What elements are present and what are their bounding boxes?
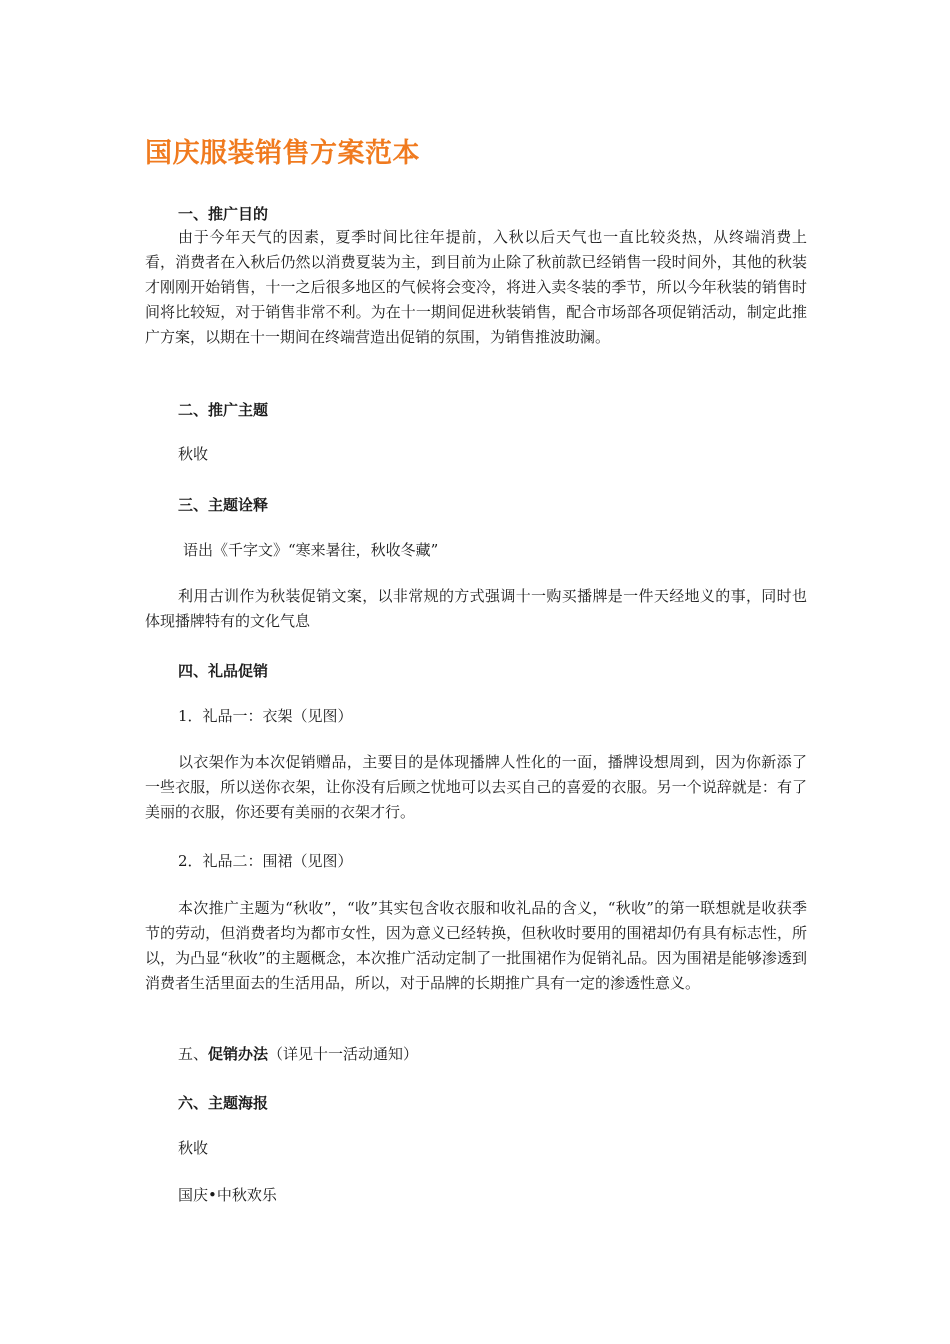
gift-2-label: 2．礼品二：围裙（见图） (178, 852, 353, 870)
section-3-body: 利用古训作为秋装促销文案，以非常规的方式强调十一购买播牌是一件天经地义的事，同时也体现播牌特有的文化气息 (145, 587, 807, 630)
section-1-body: 由于今年天气的因素，夏季时间比往年提前，入秋以后天气也一直比较炎热，从终端消费上看，消费者在入秋后仍然以消费夏装为主，到目前为止除了秋前款已经销售一段时间外，其他的秋装才刚刚开始销售，十一之后很多地区的气候将会变冷，将进入卖冬装的季节，所以今年秋装的销售时间将比较短，对于销售非常不利。为在十一期间促进秋装销售，配合市场部各项促销活动，制定此推广方案，以期在十一期间在终端营造出促销的氛围，为销售推波助澜。 (145, 228, 807, 346)
section-6-heading: 六、主题海报 (178, 1094, 269, 1112)
poster-line-2: 国庆•中秋欢乐 (178, 1186, 277, 1204)
section-3-quote: 语出《千字文》“寒来暑往，秋收冬藏” (183, 541, 439, 559)
section-5-prefix: 五、 (178, 1045, 209, 1063)
section-1-heading: 一、推广目的 (178, 205, 269, 223)
gift-1-body: 以衣架作为本次促销赠品，主要目的是体现播牌人性化的一面，播牌设想周到，因为你新添了一些衣服，所以送你衣架，让你没有后顾之忧地可以去买自己的喜爱的衣服。另一个说辞就是：有了美丽的衣服，你还要有美丽的衣架才行。 (145, 753, 807, 821)
poster-line-1: 秋收 (178, 1139, 209, 1157)
gift-2-body: 本次推广主题为“秋收”，“收”其实包含收衣服和收礼品的含义，“秋收”的第一联想就是收获季节的劳动，但消费者均为都市女性，因为意义已经转换，但秋收时要用的围裙却仍有具有标志性，所以，为凸显“秋收”的主题概念，本次推广活动定制了一批围裙作为促销礼品。因为围裙是能够渗透到消费者生活里面去的生活用品，所以，对于品牌的长期推广具有一定的渗透性意义。 (145, 899, 807, 992)
gift-1-label: 1．礼品一：衣架（见图） (178, 707, 353, 725)
section-2-body: 秋收 (178, 445, 209, 463)
section-4-heading: 四、礼品促销 (178, 662, 269, 680)
document-title: 国庆服装销售方案范本 (145, 138, 420, 169)
section-5-heading: 促销办法 (208, 1045, 269, 1063)
section-5-line (178, 1042, 418, 1067)
section-3-heading: 三、主题诠释 (178, 496, 269, 514)
section-2-heading: 二、推广主题 (178, 401, 269, 419)
section-5-note: （详见十一活动通知） (268, 1045, 419, 1063)
